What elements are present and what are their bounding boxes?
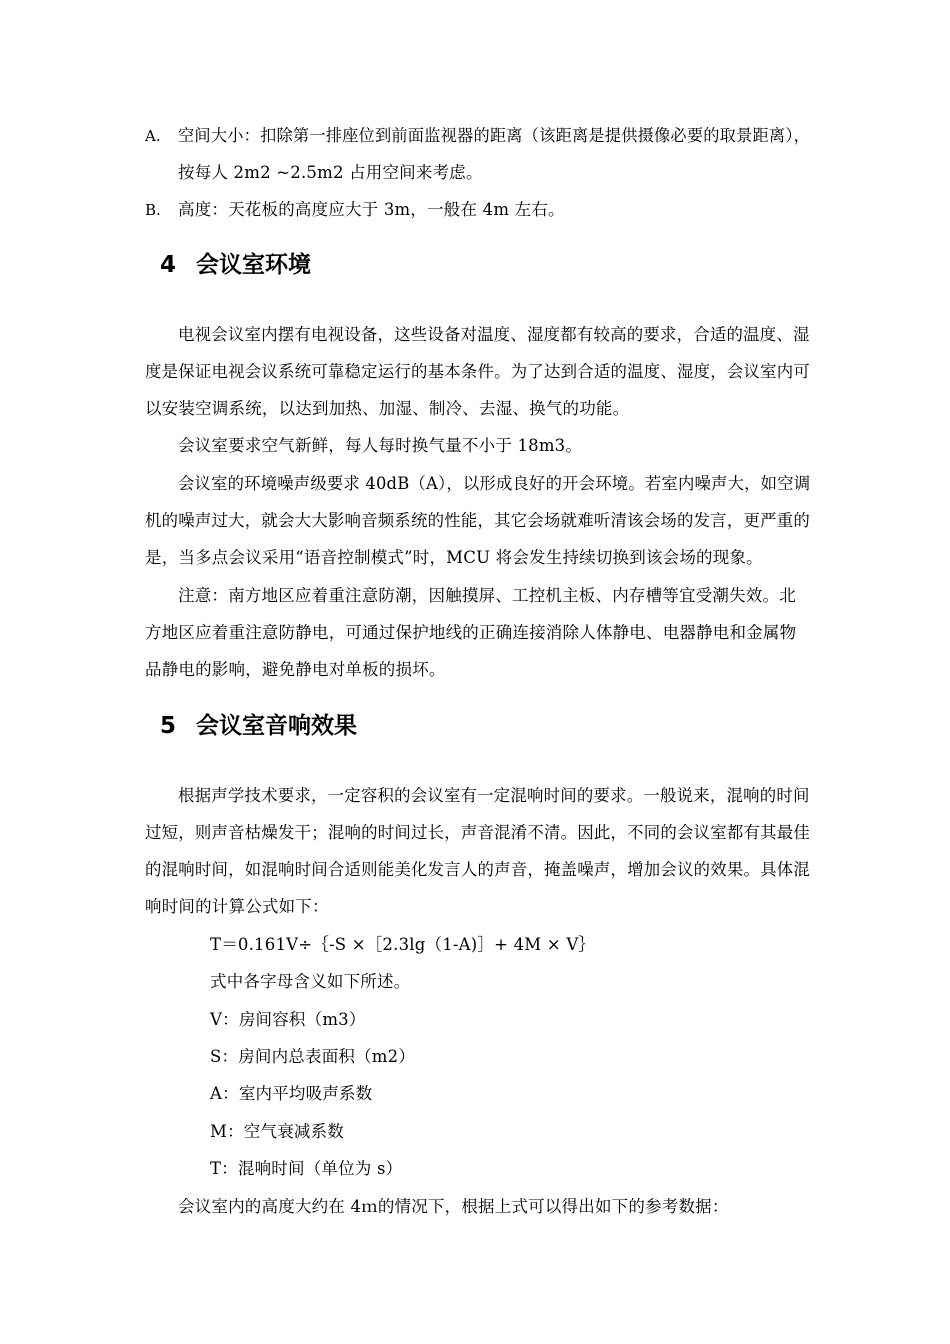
list-marker-b: B. bbox=[145, 201, 161, 219]
legend-item-s: S：房间内总表面积（m2） bbox=[210, 1047, 416, 1066]
list-item-a-line-1: 空间大小：扣除第一排座位到前面监视器的距离（该距离是提供摄像必要的取景距离）， bbox=[178, 126, 811, 145]
list-marker-a: A. bbox=[145, 127, 161, 145]
legend-item-v: V：房间容积（m3） bbox=[210, 1010, 366, 1029]
section-5-title: 会议室音响效果 bbox=[196, 713, 357, 739]
s5-p1-line-3: 的混响时间，如混响时间合适则能美化发言人的声音，掩盖噪声，增加会议的效果。具体混 bbox=[145, 860, 810, 879]
s4-p1-line-3: 以安装空调系统，以达到加热、加湿、制冷、去湿、换气的功能。 bbox=[145, 399, 630, 418]
s4-p4-line-3: 品静电的影响，避免静电对单板的损坏。 bbox=[145, 660, 446, 679]
s4-p3-line-1: 会议室的环境噪声级要求 40dB（A），以形成良好的开会环境。若室内噪声大，如空调 bbox=[178, 474, 811, 493]
list-item-b-line-1: 高度：天花板的高度应大于 3m，一般在 4m 左右。 bbox=[178, 200, 565, 219]
section-5-number: 5 bbox=[160, 713, 177, 739]
legend-intro: 式中各字母含义如下所述。 bbox=[210, 972, 411, 991]
s4-p3-line-3: 是，当多点会议采用“语音控制模式”时，MCU 将会发生持续切换到该会场的现象。 bbox=[145, 548, 763, 567]
s4-p4-line-2: 方地区应着重注意防静电，可通过保护地线的正确连接消除人体静电、电器静电和金属物 bbox=[145, 623, 797, 642]
legend-item-m: M：空气衰减系数 bbox=[210, 1122, 344, 1141]
section-4-number: 4 bbox=[160, 252, 177, 278]
s4-p1-line-1: 电视会议室内摆有电视设备，这些设备对温度、湿度都有较高的要求，合适的温度、湿 bbox=[178, 325, 810, 344]
s4-p3-line-2: 机的噪声过大，就会大大影响音频系统的性能，其它会场就难听清该会场的发言，更严重的 bbox=[145, 511, 810, 530]
list-item-a-line-2: 按每人 2m2 ~2.5m2 占用空间来考虑。 bbox=[178, 163, 483, 182]
s5-p1-line-1: 根据声学技术要求，一定容积的会议室有一定混响时间的要求。一般说来，混响的时间 bbox=[178, 786, 810, 805]
legend-item-t: T：混响时间（单位为 s） bbox=[210, 1159, 403, 1178]
legend-item-a: A：室内平均吸声系数 bbox=[210, 1084, 373, 1103]
s4-p2-line-1: 会议室要求空气新鲜，每人每时换气量不小于 18m3。 bbox=[178, 436, 583, 455]
s5-p1-line-4: 响时间的计算公式如下： bbox=[145, 897, 329, 916]
s4-p4-line-1: 注意：南方地区应着重注意防潮，因触摸屏、工控机主板、内存槽等宜受潮失效。北 bbox=[178, 586, 796, 605]
s4-p1-line-2: 度是保证电视会议系统可靠稳定运行的基本条件。为了达到合适的温度、湿度，会议室内可 bbox=[145, 362, 810, 381]
s5-closing-line: 会议室内的高度大约在 4ｍ的情况下，根据上式可以得出如下的参考数据： bbox=[178, 1197, 729, 1216]
reverberation-formula: T＝0.161V÷｛-S ×［2.3lg（1-A)］+ 4M × V｝ bbox=[210, 935, 596, 954]
section-4-title: 会议室环境 bbox=[196, 252, 311, 278]
section-5-heading bbox=[160, 711, 357, 741]
section-4-heading bbox=[160, 250, 311, 280]
s5-p1-line-2: 过短，则声音枯燥发干；混响的时间过长，声音混淆不清。因此，不同的会议室都有其最佳 bbox=[145, 823, 810, 842]
